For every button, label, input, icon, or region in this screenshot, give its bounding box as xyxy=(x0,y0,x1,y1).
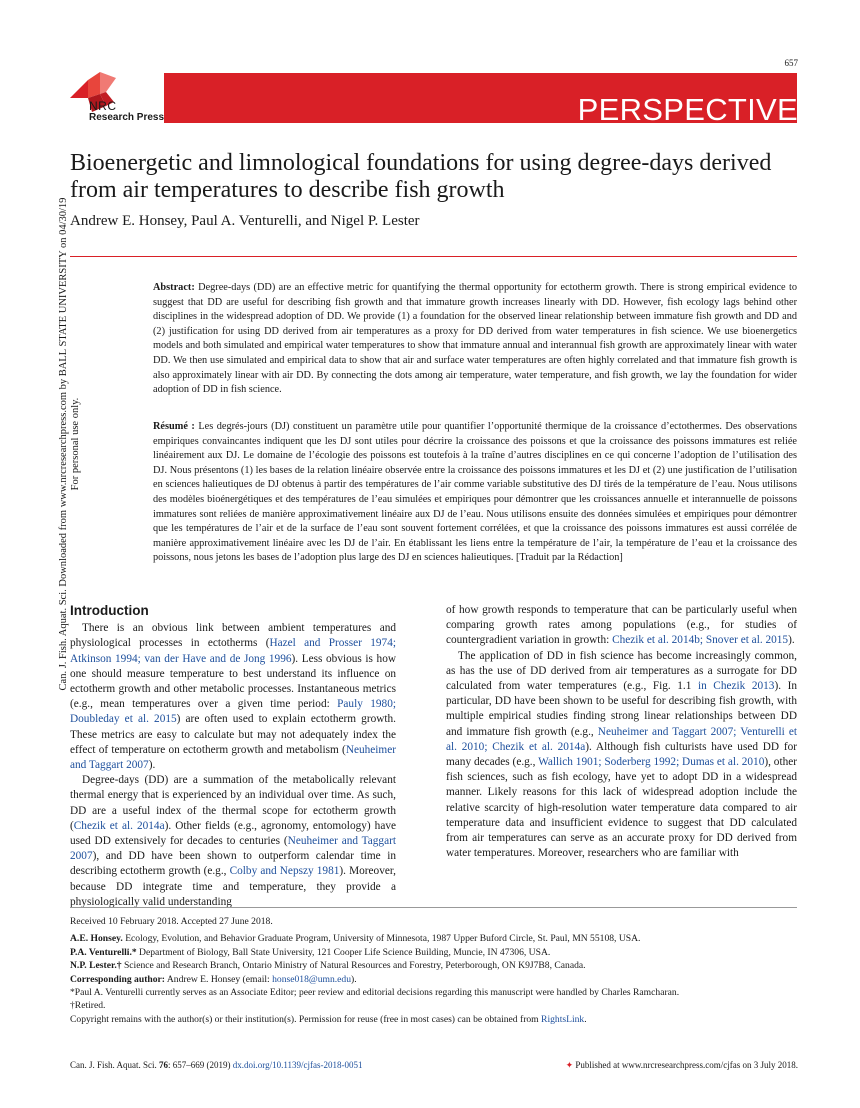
text: ). Although fish culturists have used DD for many decades (e.g., xyxy=(446,740,797,769)
title-divider xyxy=(70,256,797,257)
affiliation xyxy=(70,946,797,959)
leaf-icon: ✦ xyxy=(565,1060,574,1070)
citation-link[interactable]: Chezik et al. 2014b; Snover et al. 2015 xyxy=(612,634,789,647)
affiliation-name: N.P. Lester.† xyxy=(70,960,122,972)
corresponding-text: Andrew E. Honsey (email: xyxy=(166,973,273,985)
retired-note: †Retired. xyxy=(70,1000,106,1012)
paragraph xyxy=(446,649,797,862)
page-number: 657 xyxy=(784,58,798,68)
citation-link[interactable]: Neuheimer and Taggart 2007 xyxy=(70,835,396,863)
text: ), and DD have been shown to outperform calendar time in describing ectotherm growth (e.g., xyxy=(70,850,396,878)
editor-note: *Paul A. Venturelli currently serves as an Associate Editor; peer review and editorial decisions regarding this manuscript were handled by Charles Ramcharan. xyxy=(70,987,680,999)
affiliation-text: Science and Research Branch, Ontario Ministry of Natural Resources and Forestry, Peterborough, ON K9J7B8, Canada. xyxy=(123,960,586,972)
text: Degree-days (DD) are a summation of the metabolically relevant thermal energy that is experienced by an individual over time. As such, DD are a useful index of the thermal scope for ectotherm growth ( xyxy=(70,774,396,832)
citation-link[interactable]: Pauly 1980; Doubleday et al. 2015 xyxy=(70,698,396,726)
text: ), other fish sciences, such as fish ecology, have yet to adopt DD in a widespread manner. Likely reasons for this lack of widespread adoption include the relative scarcity of high-resolution water temperature data compared to air temperature data and insufficient evidence to suggest that DD calculated from air temperatures can serve as an accurate proxy for DD derived from water temperatures. Moreover, researchers who are familiar with xyxy=(446,756,798,860)
text: Copyright remains with the author(s) or their institution(s). Permission for reuse (free in most cases) can be obtained from xyxy=(70,1013,542,1025)
rightslink-link[interactable]: RightsLink xyxy=(541,1013,585,1025)
paragraph xyxy=(70,621,396,773)
publisher-nrc: NRC xyxy=(89,99,117,113)
body-column-right xyxy=(446,603,797,861)
article-title: Bioenergetic and limnological foundations for using degree-days derived from air temperatures to describe fish growth xyxy=(70,150,772,203)
text: of how growth responds to temperature that can be particularly useful when comparing growth rates among populations (e.g., for studies of countergradient variation in growth: xyxy=(446,604,797,647)
corresponding-author xyxy=(70,973,797,986)
corresponding-label: Corresponding author: xyxy=(70,973,165,985)
email-link[interactable]: honse018@umn.edu xyxy=(272,973,352,985)
abstract xyxy=(153,281,797,398)
text: ). Less obvious is how one should measure temperature to best understand its influence on ectotherm growth and other metabolic processes. Instantaneous metrics (e.g., mean temperatures over a given time period: xyxy=(70,652,397,711)
affiliation-text: Department of Biology, Ball State University, 121 Cooper Life Science Building, Muncie, IN 47306, USA. xyxy=(139,946,551,958)
citation-link[interactable]: in Chezik 2013 xyxy=(697,680,775,693)
doi-link[interactable]: dx.doi.org/10.1139/cjfas-2018-0051 xyxy=(232,1060,363,1070)
affiliation xyxy=(70,959,797,972)
download-notice-line1: Can. J. Fish. Aquat. Sci. Downloaded from www.nrcresearchpress.com by BALL STATE UNIVERSITY on 04/30/19 xyxy=(58,197,69,691)
journal-name: Can. J. Fish. Aquat. Sci. xyxy=(70,1060,157,1070)
body-column-left xyxy=(70,603,396,910)
citation-link[interactable]: Hazel and Prosser 1974; Atkinson 1994; van der Have and de Jong 1996 xyxy=(70,637,396,665)
publisher-sub: Research Press xyxy=(89,112,165,123)
citation-link[interactable]: Wallich 1901; Soderberg 1992; Dumas et al. 2010 xyxy=(538,756,765,769)
text: ). xyxy=(351,973,357,985)
received-dates: Received 10 February 2018. Accepted 27 June 2018. xyxy=(70,916,273,927)
citation-link[interactable]: Chezik et al. 2014a xyxy=(73,819,165,832)
citation-link[interactable]: Colby and Nepszy 1981 xyxy=(229,865,340,878)
abstract-text: Degree-days (DD) are an effective metric for quantifying the thermal opportunity for ectotherm growth. There is strong empirical evidence to suggest that DD are useful for describing fish growth and that immature growth increases linearly with DD. However, fish ecology lags behind other disciplines in the widespread adoption of DD. We provide (1) a foundation for the observed linear relationship between immature fish growth and DD and (2) justification for using DD derived from air temperatures as a proxy for DD derived from water temperatures in fish science. We use bioenergetics models and both simulated and empirical water temperatures to show that immature annual and interannual fish growth are approximately linear with water DD. We then use simulated and empirical data to show that air and surface water temperatures are often highly correlated and that immature fish growth is also approximately linear with air DD. By connecting the dots among air temperature, water temperature, and fish growth, we lay the foundation for wider adoption of DD in fish science. xyxy=(153,282,797,396)
text: . xyxy=(584,1013,587,1025)
section-label: PERSPECTIVE xyxy=(577,92,798,127)
text: ). xyxy=(148,759,156,772)
text: There is an obvious link between ambient temperatures and physiological processes in ectotherms ( xyxy=(70,622,396,650)
text: ). In particular, DD have been shown to be useful for describing fish growth, with multiple empirical studies finding strong linear relationships between DD and immature fish growth (e.g., xyxy=(446,680,797,738)
text: The application of DD in fish science has become increasingly common, as has the use of DD derived from air temperatures as a surrogate for DD calculated from water temperatures (e.g., Fig. 1.1 xyxy=(446,649,797,693)
text: ). Moreover, because DD integrate time and temperature, they provide a physiologically valid understanding xyxy=(70,865,396,908)
affiliation-text: Ecology, Evolution, and Behavior Graduate Program, University of Minnesota, 1987 Upper Buford Circle, St. Paul, MN 55108, USA. xyxy=(125,933,641,945)
citation-link[interactable]: Neuheimer and Taggart 2007 xyxy=(70,743,396,772)
paragraph xyxy=(70,773,396,910)
volume: 76 xyxy=(159,1060,169,1070)
affiliation-name: P.A. Venturelli.* xyxy=(70,946,137,958)
pages: : 657–669 (2019) xyxy=(168,1060,231,1070)
resume-label: Résumé : xyxy=(153,421,195,432)
abstract-label: Abstract: xyxy=(153,282,195,293)
resume-text: Les degrés-jours (DJ) constituent un paramètre utile pour quantifier l’opportunité thermique de la croissance d’ectothermes. Des observations empiriques convaincantes indiquent que les DJ sont utiles pour décrire la croissance des poissons et que la croissance des poissons immatures est reliée linéairement aux DJ. Le domaine de l’écologie des poissons est toutefois à la traîne d’autres disciplines en ce qui concerne l’adoption de l’utilisation des DJ. Nous présentons (1) les bases de la relation linéaire observée entre la croissance des poissons immatures et les DJ et (2) une justification de l’utilisation en sciences halieutiques de DJ obtenus à partir des températures de l’air comme variable substitutive des DJ tirés de la température de l’eau. Nous utilisons des modèles bioénergétiques et des températures de l’eau simulées et empiriques pour démontrer que les croissances annuelle et interannuelle de poissons immatures sont reliées de manière approximativement linéaire aux DJ de l’eau. Nous utilisons ensuite des données simulées et empiriques pour démontrer que les températures de l’air et de la surface de l’eau sont souvent fortement corrélées, et que la croissance des poissons immatures est aussi corrélée de manière approximativement linéaire avec les DJ de l’air. En établissant les liens entre la température de l’air, la température de l’eau et la croissance des poissons, nous jetons les bases de l’adoption plus large des DJ en sciences halieutiques. [Traduit par la Rédaction] xyxy=(153,421,797,564)
citation-line xyxy=(70,1060,363,1070)
text: ). Other fields (e.g., agronomy, entomology) have used DD extensively for decades to centuries ( xyxy=(70,819,397,848)
published-text: Published at www.nrcresearchpress.com/cjfas on 3 July 2018. xyxy=(575,1060,798,1070)
publisher-name xyxy=(89,100,164,124)
citation-link[interactable]: Neuheimer and Taggart 2007; Venturelli et al. 2010; Chezik et al. 2014a xyxy=(446,725,797,753)
text: ). xyxy=(788,634,795,647)
footnote-divider xyxy=(70,907,797,908)
affiliation xyxy=(70,932,797,945)
download-notice-line2: For personal use only. xyxy=(70,397,81,491)
text: ) are often used to explain ectotherm growth. These metrics are easy to calculate but may not adequately index the effect of temperature on ectotherm growth and metabolism ( xyxy=(70,713,396,756)
published-line xyxy=(566,1060,798,1071)
resume xyxy=(153,420,797,566)
affiliation-name: A.E. Honsey. xyxy=(70,933,123,945)
copyright-note xyxy=(70,1013,797,1026)
paragraph xyxy=(446,603,797,649)
footnotes xyxy=(70,915,797,1026)
section-heading-introduction: Introduction xyxy=(70,603,149,618)
article-authors: Andrew E. Honsey, Paul A. Venturelli, and Nigel P. Lester xyxy=(70,213,420,229)
